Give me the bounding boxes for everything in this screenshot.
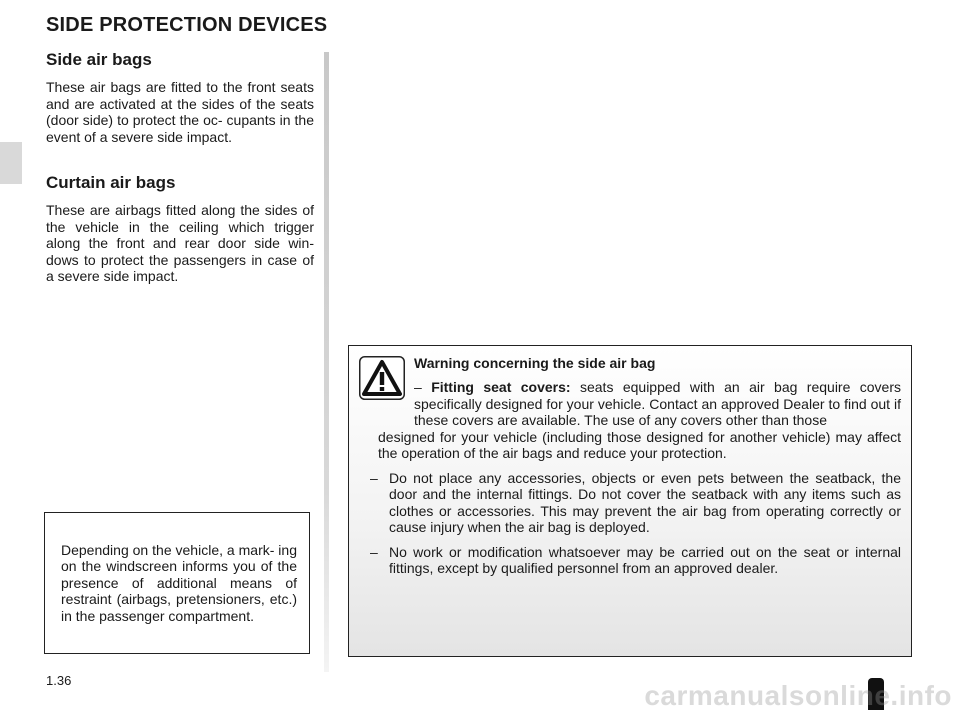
warning-title: Warning concerning the side air bag xyxy=(414,355,656,371)
warning-item-continuation: designed for your vehicle (including those designed for another vehicle) may affect the operation of the air bags and reduce your protection. xyxy=(378,428,901,461)
warning-item-seat-covers xyxy=(378,379,902,462)
warning-item-label: Fitting seat covers: xyxy=(431,379,571,395)
side-air-bags-section xyxy=(46,50,314,145)
warning-item-dash: – xyxy=(370,469,378,486)
warning-item-modification xyxy=(363,544,901,577)
warning-triangle-icon xyxy=(359,356,405,400)
curtain-air-bags-heading: Curtain air bags xyxy=(46,173,176,192)
warning-item-accessories xyxy=(363,470,901,536)
watermark: carmanualsonline.info xyxy=(644,680,952,711)
warning-item-dash: – xyxy=(414,379,422,395)
page-number: 1.36 xyxy=(46,673,72,688)
warning-item-dash: – xyxy=(370,543,378,560)
side-air-bags-heading: Side air bags xyxy=(46,50,152,69)
windscreen-marking-note xyxy=(44,512,310,654)
page-title: SIDE PROTECTION DEVICES xyxy=(46,14,328,36)
warning-item-text: Do not place any accessories, objects or even pets between the seatback, the door and the internal fittings. Do not cover the seatback with any items such as clothes or accessories. This may prevent the air bag from operating correctly or cause injury when the air bag is deployed. xyxy=(389,469,901,535)
curtain-air-bags-text: These are airbags fitted along the sides of the vehicle in the ceiling which trigger along the front and rear door side win- dows to protect the passengers in case of a severe side impact. xyxy=(46,202,314,284)
section-tab xyxy=(0,142,22,184)
note-text: Depending on the vehicle, a mark- ing on the windscreen informs you of the presence of additional means of restraint (airbags, pretensioners, etc.) in the passenger compartment. xyxy=(61,541,297,624)
curtain-air-bags-section xyxy=(46,173,314,285)
side-air-bags-text: These air bags are fitted to the front seats and are activated at the sides of the seats (door side) to protect the oc- cupants in the event of a severe side impact. xyxy=(46,79,314,145)
warning-box xyxy=(348,345,912,657)
warning-item-text: seats equipped with an air bag require covers specifically designed for your vehicle. Contact an approved Dealer to find out if these covers are available. The use of any covers other than those xyxy=(414,379,902,428)
warning-item-text: No work or modification whatsoever may be carried out on the seat or internal fittings, except by qualified personnel from an approved dealer. xyxy=(389,543,901,576)
left-column xyxy=(46,50,314,285)
column-divider xyxy=(324,52,329,672)
